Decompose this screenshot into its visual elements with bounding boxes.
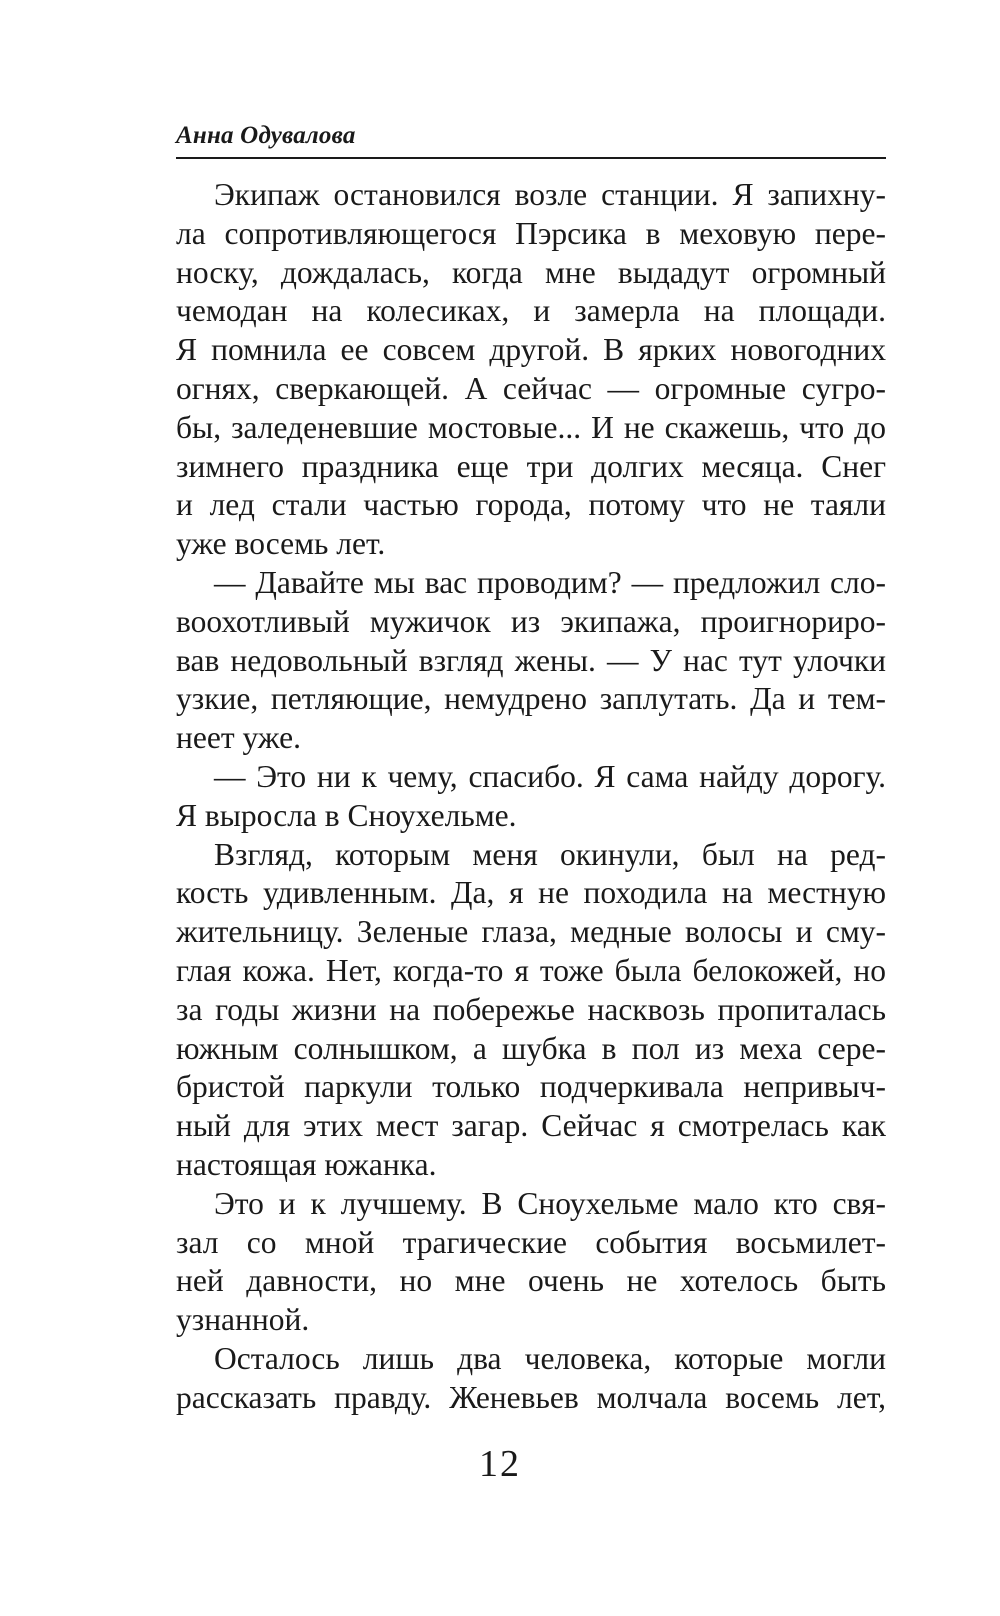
- text-line: Осталось лишь два человека, которые могли: [214, 1340, 886, 1376]
- text-line: неет уже.: [176, 720, 302, 756]
- text-line: бы, заледеневшие мостовые... И не скажешь, что до: [176, 409, 886, 445]
- text-line: южным солнышком, а шубка в пол из меха сере-: [176, 1030, 886, 1066]
- text-line: носку, дождалась, когда мне выдадут огромный: [176, 254, 886, 290]
- text-line: Это и к лучшему. В Сноухельме мало кто свя-: [214, 1185, 886, 1221]
- header-rule: [176, 157, 886, 159]
- text-line: глая кожа. Нет, когда-то я тоже была белокожей, но: [176, 952, 886, 988]
- text-line: за годы жизни на побережье насквозь пропиталась: [176, 991, 886, 1027]
- text-line: зал со мной трагические события восьмилет-: [176, 1224, 886, 1260]
- text-line: воохотливый мужичок из экипажа, проигнориро-: [176, 603, 886, 639]
- text-line: Взгляд, которым меня окинули, был на ред-: [214, 836, 886, 872]
- text-line: зимнего праздника еще три долгих месяца. Снег: [176, 448, 886, 484]
- text-line: ней давности, но мне очень не хотелось быть: [176, 1263, 886, 1299]
- text-line: — Давайте мы вас проводим? — предложил сло-: [214, 564, 886, 600]
- text-line: ный для этих мест загар. Сейчас я смотрелась как: [176, 1108, 886, 1144]
- text-line: чемодан на колесиках, и замерла на площади.: [176, 293, 886, 329]
- text-line: жительницу. Зеленые глаза, медные волосы и сму-: [176, 914, 886, 950]
- text-line: уже восемь лет.: [176, 526, 386, 562]
- page-number: 12: [479, 1443, 521, 1485]
- text-line: вав недовольный взгляд жены. — У нас тут улочки: [176, 642, 886, 678]
- text-line: — Это ни к чему, спасибо. Я сама найду дорогу.: [214, 758, 886, 794]
- text-line: настоящая южанка.: [176, 1146, 437, 1182]
- text-line: узнанной.: [176, 1302, 310, 1338]
- text-line: Я выросла в Сноухельме.: [176, 797, 517, 833]
- text-line: и лед стали частью города, потому что не таяли: [176, 487, 886, 523]
- text-line: бристой паркули только подчеркивала непривыч-: [176, 1069, 886, 1105]
- text-line: рассказать правду. Женевьев молчала восемь лет,: [176, 1379, 886, 1415]
- text-line: Экипаж остановился возле станции. Я запихну-: [214, 177, 886, 212]
- text-line: Я помнила ее совсем другой. В ярких новогодних: [176, 332, 886, 368]
- text-line: огнях, сверкающей. А сейчас — огромные сугро-: [176, 370, 886, 406]
- body-text: [176, 176, 886, 1418]
- text-line: кость удивленным. Да, я не походила на местную: [176, 875, 886, 911]
- running-head-author: Анна Одувалова: [176, 122, 356, 149]
- text-line: ла сопротивляющегося Пэрсика в меховую пере-: [176, 215, 886, 251]
- text-line: узкие, петляющие, немудрено заплутать. Да и тем-: [176, 681, 886, 717]
